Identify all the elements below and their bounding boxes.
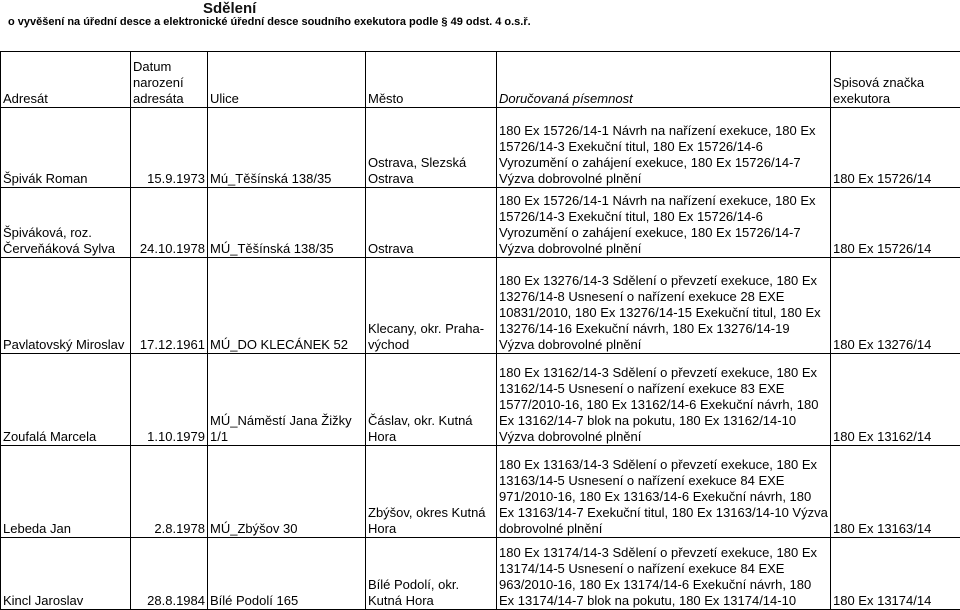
column-header-ulice: Ulice — [208, 52, 366, 108]
column-header-mesto: Město — [366, 52, 497, 108]
cell-ulice: MÚ_Zbýšov 30 — [208, 446, 366, 538]
column-header-pisemnost: Doručovaná písemnost — [497, 52, 831, 108]
cell-mesto: Ostrava — [366, 188, 497, 258]
cell-znacka: 180 Ex 13163/14 — [831, 446, 960, 538]
table-row — [1, 354, 960, 446]
cell-znacka: 180 Ex 15726/14 — [831, 188, 960, 258]
cell-adresat: Zoufalá Marcela — [1, 354, 131, 446]
cell-adresat: Špivák Roman — [1, 108, 131, 188]
cell-mesto: Ostrava, Slezská Ostrava — [366, 108, 497, 188]
cell-datum: 28.8.1984 — [131, 538, 208, 610]
table-row — [1, 108, 960, 188]
cell-ulice: MÚ_Náměstí Jana Žižky 1/1 — [208, 354, 366, 446]
table-header-row — [1, 52, 960, 108]
cell-znacka: 180 Ex 13276/14 — [831, 258, 960, 354]
cell-pisemnost: 180 Ex 13163/14-3 Sdělení o převzetí exekuce, 180 Ex 13163/14-5 Usnesení o nařízení exekuce 84 EXE 971/2010-16, 180 Ex 13163/14-6 Exekuční návrh, 180 Ex 13163/14-7 Exekuční titul, 180 Ex 13163/14-10 Výzva dobrovolné plnění — [497, 446, 831, 538]
cell-znacka: 180 Ex 13162/14 — [831, 354, 960, 446]
column-header-adresat: Adresát — [1, 52, 131, 108]
cell-ulice: Mú_Těšínská 138/35 — [208, 108, 366, 188]
cell-znacka: 180 Ex 13174/14 — [831, 538, 960, 610]
cell-datum: 2.8.1978 — [131, 446, 208, 538]
cell-datum: 1.10.1979 — [131, 354, 208, 446]
cell-ulice: MÚ_DO KLECÁNEK 52 — [208, 258, 366, 354]
cell-ulice: MÚ_Těšínská 138/35 — [208, 188, 366, 258]
document-subtitle: o vyvěšení na úřední desce a elektronické úřední desce soudního exekutora podle § 49 odst. 4 o.s.ř. — [8, 15, 531, 29]
table-row — [1, 446, 960, 538]
cell-pisemnost: 180 Ex 13174/14-3 Sdělení o převzetí exekuce, 180 Ex 13174/14-5 Usnesení o nařízení exekuce 84 EXE 963/2010-16, 180 Ex 13174/14-6 Exekuční návrh, 180 Ex 13174/14-7 blok na pokutu, 180 Ex 13174/14-10 — [497, 538, 831, 610]
cell-pisemnost: 180 Ex 15726/14-1 Návrh na nařízení exekuce, 180 Ex 15726/14-3 Exekuční titul, 180 Ex 15726/14-6 Vyrozumění o zahájení exekuce, 180 Ex 15726/14-7 Výzva dobrovolné plnění — [497, 108, 831, 188]
cell-datum: 15.9.1973 — [131, 108, 208, 188]
cell-datum: 24.10.1978 — [131, 188, 208, 258]
notice-table — [0, 51, 960, 610]
cell-adresat: Kincl Jaroslav — [1, 538, 131, 610]
cell-adresat: Špiváková, roz. Červeňáková Sylva — [1, 188, 131, 258]
cell-adresat: Pavlatovský Miroslav — [1, 258, 131, 354]
cell-mesto: Klecany, okr. Praha-východ — [366, 258, 497, 354]
cell-pisemnost: 180 Ex 13162/14-3 Sdělení o převzetí exekuce, 180 Ex 13162/14-5 Usnesení o nařízení exekuce 83 EXE 1577/2010-16, 180 Ex 13162/14-6 Exekuční návrh, 180 Ex 13162/14-7 blok na pokutu, 180 Ex 13162/14-10 Výzva dobrovolné plnění — [497, 354, 831, 446]
column-header-znacka: Spisová značka exekutora — [831, 52, 960, 108]
cell-datum: 17.12.1961 — [131, 258, 208, 354]
document-header — [0, 0, 960, 50]
table-row — [1, 188, 960, 258]
cell-ulice: Bílé Podolí 165 — [208, 538, 366, 610]
cell-mesto: Čáslav, okr. Kutná Hora — [366, 354, 497, 446]
cell-mesto: Zbýšov, okres Kutná Hora — [366, 446, 497, 538]
table-row — [1, 258, 960, 354]
table-row — [1, 538, 960, 610]
document-title: Sdělení — [203, 0, 256, 18]
cell-pisemnost: 180 Ex 13276/14-3 Sdělení o převzetí exekuce, 180 Ex 13276/14-8 Usnesení o nařízení exekuce 28 EXE 10831/2010, 180 Ex 13276/14-15 Exekuční titul, 180 Ex 13276/14-16 Exekuční návrh, 180 Ex 13276/14-19 Výzva dobrovolné plnění — [497, 258, 831, 354]
cell-adresat: Lebeda Jan — [1, 446, 131, 538]
cell-pisemnost: 180 Ex 15726/14-1 Návrh na nařízení exekuce, 180 Ex 15726/14-3 Exekuční titul, 180 Ex 15726/14-6 Vyrozumění o zahájení exekuce, 180 Ex 15726/14-7 Výzva dobrovolné plnění — [497, 188, 831, 258]
cell-mesto: Bílé Podolí, okr. Kutná Hora — [366, 538, 497, 610]
cell-znacka: 180 Ex 15726/14 — [831, 108, 960, 188]
column-header-datum: Datum narození adresáta — [131, 52, 208, 108]
